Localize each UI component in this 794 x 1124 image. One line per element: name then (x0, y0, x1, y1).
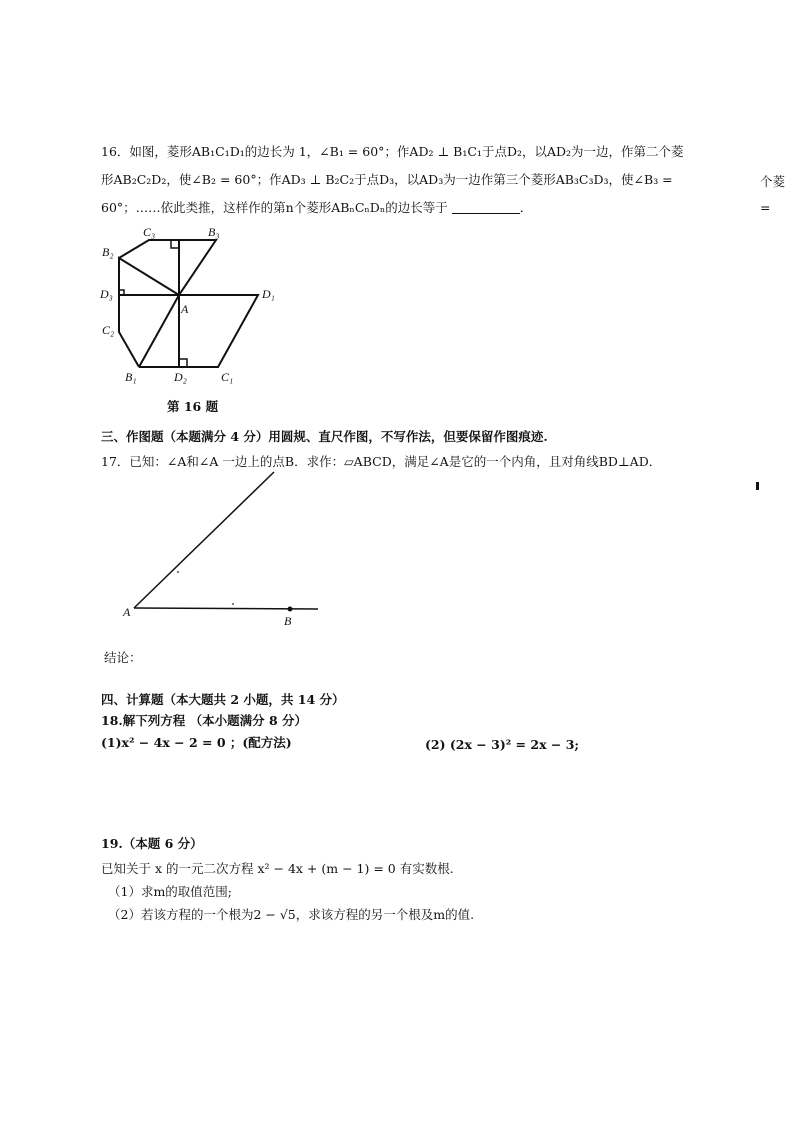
label-b1: B₁ (125, 370, 137, 384)
q16-line3 (101, 200, 532, 216)
speck-2 (232, 603, 234, 605)
q17-text: 17．已知：∠A和∠A 一边上的点B．求作：▱ABCD，满足∠A是它的一个内角，且对角线BD⊥AD． (101, 454, 662, 469)
label-d2: D₂ (174, 370, 187, 384)
label-angle-a: A (123, 605, 131, 619)
label-d1: D₁ (262, 287, 275, 301)
q16-line3-end: ． (519, 200, 533, 215)
q16-line3-text: 60°；……依此类推，这样作的第n个菱形ABₙCₙDₙ的边长等于 (101, 200, 448, 215)
rhombus-1 (139, 295, 258, 367)
right-edge-fragment: 个菱 (760, 174, 786, 189)
q19-stem: 已知关于 x 的一元二次方程 x² − 4x + (m − 1) = 0 有实数根. (101, 861, 454, 876)
angle-ray-upper (134, 472, 274, 608)
q16-line2: 形AB₂C₂D₂，使∠B₂ = 60°；作AD₃ ⊥ B₂C₂于点D₃，以AD₃为一边作第三个菱形AB₃C₃D₃，使∠B₃ = (101, 172, 673, 187)
q17-angle-figure (118, 466, 328, 632)
label-c2: C₂ (102, 323, 115, 337)
point-b (288, 607, 293, 612)
section3-heading: 三、作图题（本题满分 4 分）用圆规、直尺作图，不写作法，但要保留作图痕迹. (101, 429, 548, 444)
label-b3: B₃ (208, 225, 220, 239)
q19-part1: （1）求m的取值范围; (108, 884, 233, 899)
label-a: A (181, 302, 189, 316)
q19-title: 19.（本题 6 分） (101, 836, 203, 851)
q19-part2: （2）若该方程的一个根为2 − √5，求该方程的另一个根及m的值. (108, 907, 475, 922)
right-angle-d2 (179, 359, 187, 367)
q18-part1: (1)x² − 4x − 2 = 0 ；(配方法) (101, 735, 292, 750)
margin-mark (756, 482, 759, 490)
q17-conclusion: 结论： (104, 650, 142, 665)
q16-line1: 16．如图，菱形AB₁C₁D₁的边长为 1，∠B₁ = 60°；作AD₂ ⊥ B₁C₁于点D₂，以AD₂为一边，作第二个菱 (101, 144, 684, 159)
speck (177, 571, 179, 573)
label-d3: D₃ (100, 287, 113, 301)
label-c1: C₁ (221, 370, 234, 384)
q16-caption: 第 16 题 (167, 399, 219, 414)
answer-blank (452, 213, 520, 214)
label-point-b: B (284, 614, 292, 628)
right-edge-fragment-2: = (760, 200, 771, 215)
q18-title: 18.解下列方程 （本小题满分 8 分） (101, 713, 308, 728)
section4-heading: 四、计算题（本大题共 2 小题，共 14 分） (101, 692, 345, 707)
label-b2: B₂ (102, 245, 114, 259)
q18-part2: (2) (2x − 3)² = 2x − 3; (425, 737, 580, 752)
q16-rhombus-figure (95, 218, 285, 390)
right-angle-top (171, 240, 179, 248)
label-c3: C₃ (143, 225, 156, 239)
